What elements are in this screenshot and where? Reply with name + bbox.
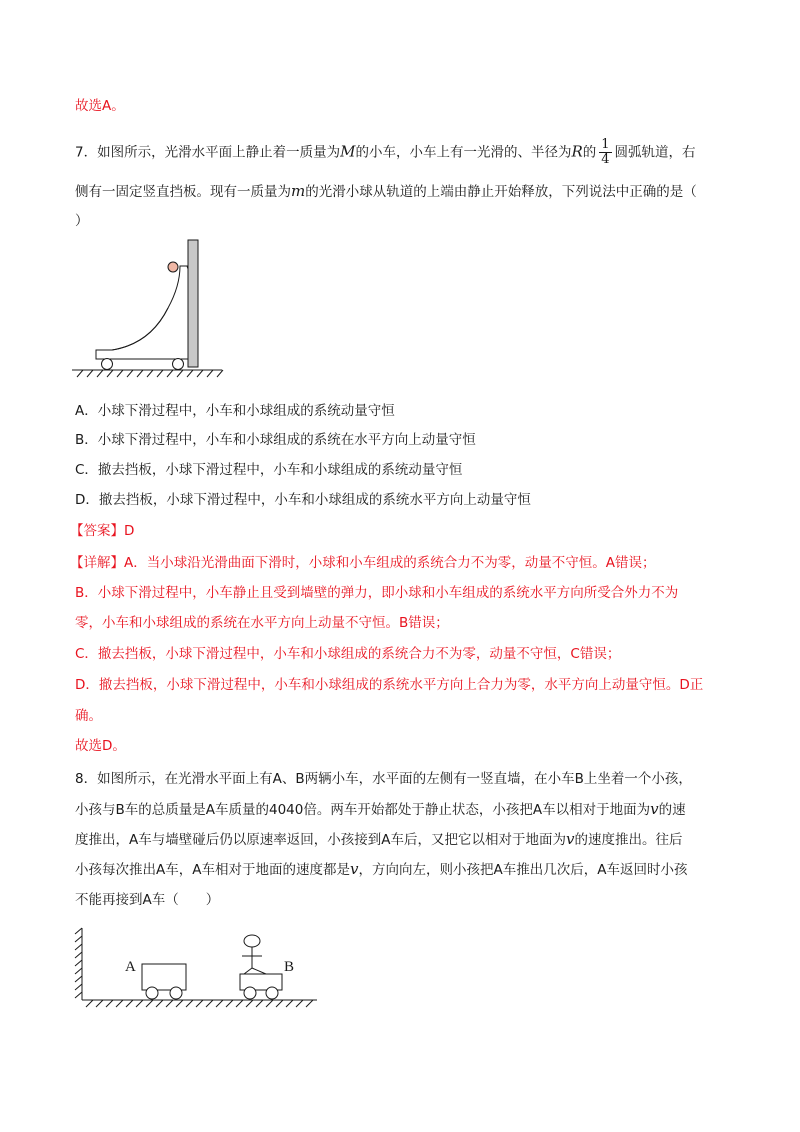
q7-stem-line3: ） [75, 213, 89, 229]
q7-explain-line: 确。 [75, 708, 102, 724]
cart-b-wheel-left [244, 987, 256, 999]
q7-figure [72, 236, 232, 381]
ground-hatch [86, 1000, 313, 1007]
prev-conclusion: 故选A。 [75, 98, 125, 114]
var-v: v [349, 860, 359, 878]
var-M: M [340, 142, 356, 161]
child-leg-right [252, 968, 266, 974]
cart-a-wheel-left [146, 987, 158, 999]
wall-hatch [75, 928, 82, 998]
ground-hatch [77, 370, 223, 377]
cart-a-wheel-right [170, 987, 182, 999]
q7-explain-line: 零，小车和小球组成的系统在水平方向上动量不守恒。B错误； [75, 615, 449, 631]
var-R: R [571, 142, 583, 161]
q7-stem-line2: 侧有一固定竖直挡板。现有一质量为m的光滑小球从轨道的上端由静止开始释放，下列说法中正确的是（ [75, 182, 697, 200]
child-head [244, 935, 260, 947]
cart-track [96, 266, 188, 359]
q7-option-d: D．撤去挡板，小球下滑过程中，小车和小球组成的系统水平方向上动量守恒 [75, 492, 531, 508]
q7-explain-line: 【详解】A．当小球沿光滑曲面下滑时，小球和小车组成的系统合力不为零，动量不守恒。A错误； [70, 555, 656, 571]
cart-wheel-left [102, 359, 113, 370]
q7-explain-line: B．小球下滑过程中，小车静止且受到墙壁的弹力，即小球和小车组成的系统水平方向所受合外力不为 [75, 585, 679, 601]
var-v: v [650, 800, 659, 818]
label-b: B [284, 959, 295, 975]
q7-option-a: A．小球下滑过程中，小车和小球组成的系统动量守恒 [75, 403, 395, 419]
cart-b-wheel-right [266, 987, 278, 999]
cart-b-body [240, 974, 282, 990]
q7-stem-line1: 7．如图所示，光滑水平面上静止着一质量为M的小车，小车上有一光滑的、半径为R的 $\frac{1}{4}$ 圆弧轨道，右 [75, 137, 696, 167]
ball [168, 262, 178, 272]
cart-wheel-right [173, 359, 184, 370]
q8-stem-line1: 8．如图所示，在光滑水平面上有A、B两辆小车，水平面的左侧有一竖直墙，在小车B上坐着一个小孩， [75, 771, 692, 787]
quarter-fraction: $\frac{1}{4}$ [601, 137, 610, 167]
q7-option-c: C．撤去挡板，小球下滑过程中，小车和小球组成的系统动量守恒 [75, 462, 463, 478]
q7-explain-line: D．撤去挡板，小球下滑过程中，小车和小球组成的系统水平方向上合力为零，水平方向上动量守恒。D正 [75, 677, 704, 693]
q8-stem-line2: 小孩与B车的总质量是A车质量的4040倍。两车开始都处于静止状态，小孩把A车以相对于地面为v的速 [75, 800, 686, 818]
q7-answer: 【答案】D [70, 523, 135, 539]
var-v: v [565, 830, 575, 848]
q8-stem-line5: 不能再接到A车（ ） [75, 892, 220, 908]
cart-a-body [142, 964, 186, 990]
q8-stem-line4: 小孩每次推出A车，A车相对于地面的速度都是v，方向向左，则小孩把A车推出几次后，A车返回时小孩 [75, 860, 688, 878]
q8-figure [72, 924, 332, 1010]
q7-conclusion: 故选D。 [75, 738, 126, 754]
child-leg-left [244, 968, 252, 974]
var-m: m [291, 182, 306, 200]
q8-stem-line3: 度推出，A车与墙壁碰后仍以原速率返回，小孩接到A车后，又把它以相对于地面为v的速度推出。往后 [75, 830, 683, 848]
wall-barrier [188, 240, 198, 367]
q7-explain-line: C．撤去挡板，小球下滑过程中，小车和小球组成的系统合力不为零，动量不守恒，C错误； [75, 646, 621, 662]
label-a: A [125, 959, 136, 975]
q7-option-b: B．小球下滑过程中，小车和小球组成的系统在水平方向上动量守恒 [75, 432, 476, 448]
